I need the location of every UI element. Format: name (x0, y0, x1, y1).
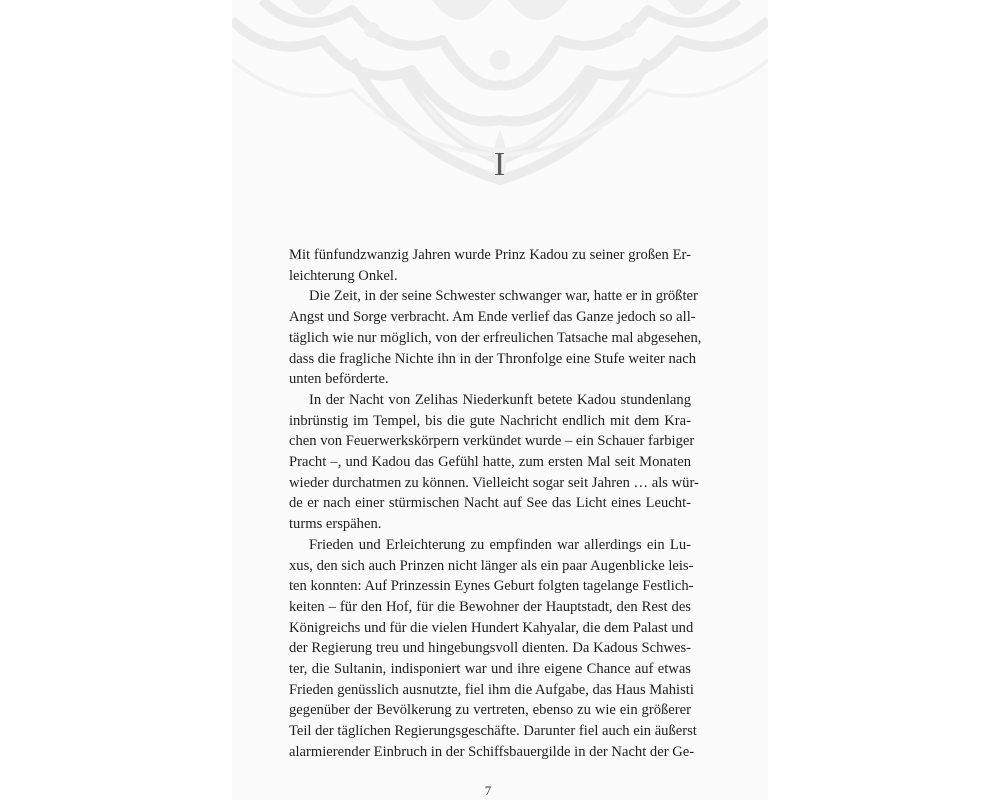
text-line: gegenüber der Bevölkerung zu vertreten, ebenso zu wie ein größerer (289, 702, 691, 719)
text-line: keiten – für den Hof, für die Bewohner der Hauptstadt, den Rest des (289, 598, 691, 615)
text-line: Die Zeit, in der seine Schwester schwanger war, hatte er in größter (309, 288, 698, 305)
text-line: unten beförderte. (289, 371, 389, 388)
chapter-numeral: I (493, 146, 507, 183)
text-line: der Regierung treu und hingebungsvoll dienten. Da Kadous Schwes- (289, 640, 691, 657)
text-line: ten konnten: Auf Prinzessin Eynes Geburt folgten tagelange Festlich- (289, 578, 694, 595)
text-line: Frieden genüsslich ausnutzte, fiel ihm die Aufgabe, das Haus Mahisti (289, 681, 694, 698)
text-line: wieder durchatmen zu können. Vielleicht sogar seit Jahren … als wür- (289, 474, 699, 491)
text-line: Mit fünfundzwanzig Jahren wurde Prinz Kadou zu seiner großen Er- (289, 247, 691, 263)
text-line: xus, den sich auch Prinzen nicht länger als ein paar Augenblicke leis- (289, 557, 694, 574)
text-line: Teil der täglichen Regierungsgeschäfte. Darunter fiel auch ein äußerst (289, 723, 697, 740)
text-line: alarmierender Einbruch in der Schiffsbauergilde in der Nacht der Ge- (289, 743, 695, 760)
text-line: dass die fragliche Nichte ihn in der Thronfolge eine Stufe weiter nach (289, 350, 696, 367)
text-line: de er nach einer stürmischen Nacht auf See das Licht eines Leucht- (289, 495, 691, 512)
text-line: inbrünstig im Tempel, bis die gute Nachricht endlich mit dem Kra- (289, 412, 691, 429)
text-line: Königreichs und für die vielen Hundert Kahyalar, die dem Palast und (289, 619, 694, 636)
text-line: Frieden und Erleichterung zu empfinden war allerdings ein Lu- (309, 536, 691, 553)
text-line: Pracht –, und Kadou das Gefühl hatte, zum ersten Mal seit Monaten (289, 454, 691, 471)
text-line: chen von Feuerwerkskörpern verkündet wurde – ein Schauer farbiger (289, 433, 695, 450)
text-line: In der Nacht von Zelihas Niederkunft betete Kadou stundenlang (309, 391, 691, 408)
text-line: ter, die Sultanin, indisponiert war und ihre eigene Chance auf etwas (289, 661, 691, 678)
text-line: turms erspähen. (289, 516, 382, 533)
text-line: leichterung Onkel. (289, 267, 398, 284)
body-text (289, 245, 702, 763)
page-number: 7 (484, 783, 492, 798)
text-line: täglich wie nur möglich, von der erfreulichen Tatsache mal abgesehen, (289, 329, 702, 346)
text-line: Angst und Sorge verbracht. Am Ende verlief das Ganze jedoch so all- (289, 309, 696, 326)
